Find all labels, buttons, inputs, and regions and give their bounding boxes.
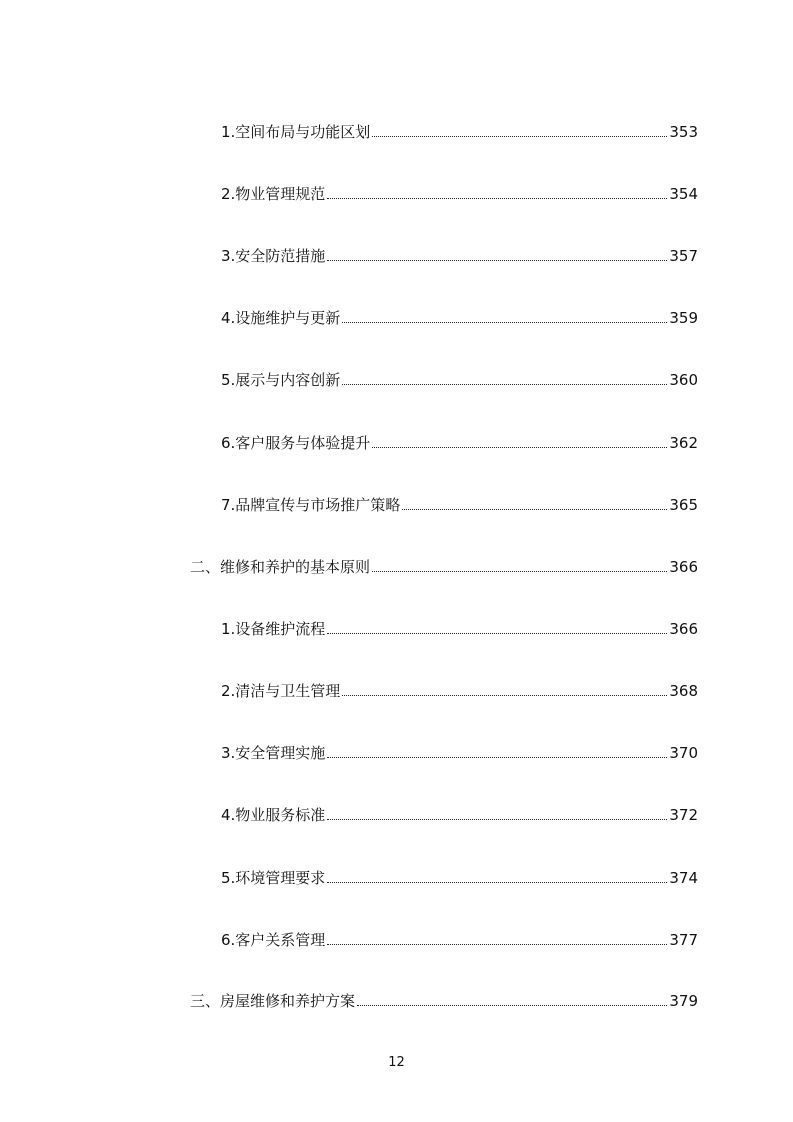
toc-entry-label: 1.设备维护流程: [221, 620, 326, 638]
toc-entry[interactable]: [221, 121, 698, 143]
toc-entry-page: 366: [669, 620, 698, 638]
toc-entry-page: 372: [669, 806, 698, 824]
toc-entry-label: 6.客户关系管理: [221, 931, 326, 949]
toc-entry-label: 7.品牌宣传与市场推广策略: [221, 496, 401, 514]
toc-entry-page: 360: [669, 371, 698, 389]
toc-entry[interactable]: [221, 432, 698, 454]
toc-entry-page: 374: [669, 869, 698, 887]
toc-entry-page: 379: [669, 992, 698, 1010]
toc-entry-label: 3.安全防范措施: [221, 247, 326, 265]
toc-leader-dots: [402, 503, 667, 510]
toc-leader-dots: [342, 378, 667, 385]
toc-entry-label: 4.物业服务标准: [221, 806, 326, 824]
toc-leader-dots: [327, 813, 667, 820]
toc-leader-dots: [372, 441, 667, 448]
toc-entry[interactable]: [221, 307, 698, 329]
toc-leader-dots: [327, 876, 667, 883]
toc-leader-dots: [372, 130, 667, 137]
toc-entry-page: 368: [669, 682, 698, 700]
toc-entry[interactable]: [221, 867, 698, 889]
toc-leader-dots: [327, 627, 667, 634]
toc-leader-dots: [357, 999, 667, 1006]
toc-entry[interactable]: [221, 742, 698, 764]
toc-entry-page: 377: [669, 931, 698, 949]
toc-section-entry[interactable]: [190, 556, 698, 578]
toc-leader-dots: [327, 192, 667, 199]
toc-leader-dots: [327, 254, 667, 261]
toc-entry-label: 5.展示与内容创新: [221, 371, 341, 389]
toc-leader-dots: [327, 751, 667, 758]
toc-entry-label: 二、维修和养护的基本原则: [190, 558, 371, 576]
toc-entry[interactable]: [221, 618, 698, 640]
toc-entry[interactable]: [221, 494, 698, 516]
toc-leader-dots: [342, 316, 667, 323]
toc-leader-dots: [342, 689, 667, 696]
toc-entry[interactable]: [221, 369, 698, 391]
toc-entry-page: 359: [669, 309, 698, 327]
toc-entry-label: 2.清洁与卫生管理: [221, 682, 341, 700]
toc-entry[interactable]: [221, 804, 698, 826]
toc-leader-dots: [327, 938, 667, 945]
toc-entry-page: 354: [669, 185, 698, 203]
toc-entry-label: 5.环境管理要求: [221, 869, 326, 887]
toc-entry-page: 370: [669, 744, 698, 762]
toc-leader-dots: [372, 565, 667, 572]
toc-entry-label: 3.安全管理实施: [221, 744, 326, 762]
toc-entry-label: 4.设施维护与更新: [221, 309, 341, 327]
toc-entry-page: 362: [669, 434, 698, 452]
toc-entry[interactable]: [221, 680, 698, 702]
toc-entry[interactable]: [221, 183, 698, 205]
toc-section-entry[interactable]: [190, 990, 698, 1012]
toc-entry-label: 6.客户服务与体验提升: [221, 434, 371, 452]
toc-entry-label: 1.空间布局与功能区划: [221, 123, 371, 141]
toc-entry-page: 357: [669, 247, 698, 265]
page-number: 12: [388, 1055, 405, 1070]
toc-entry-label: 2.物业管理规范: [221, 185, 326, 203]
toc-entry-page: 365: [669, 496, 698, 514]
toc-entry-label: 三、房屋维修和养护方案: [190, 992, 356, 1010]
toc-entry[interactable]: [221, 245, 698, 267]
toc-entry-page: 353: [669, 123, 698, 141]
toc-entry[interactable]: [221, 929, 698, 951]
toc-entry-page: 366: [669, 558, 698, 576]
